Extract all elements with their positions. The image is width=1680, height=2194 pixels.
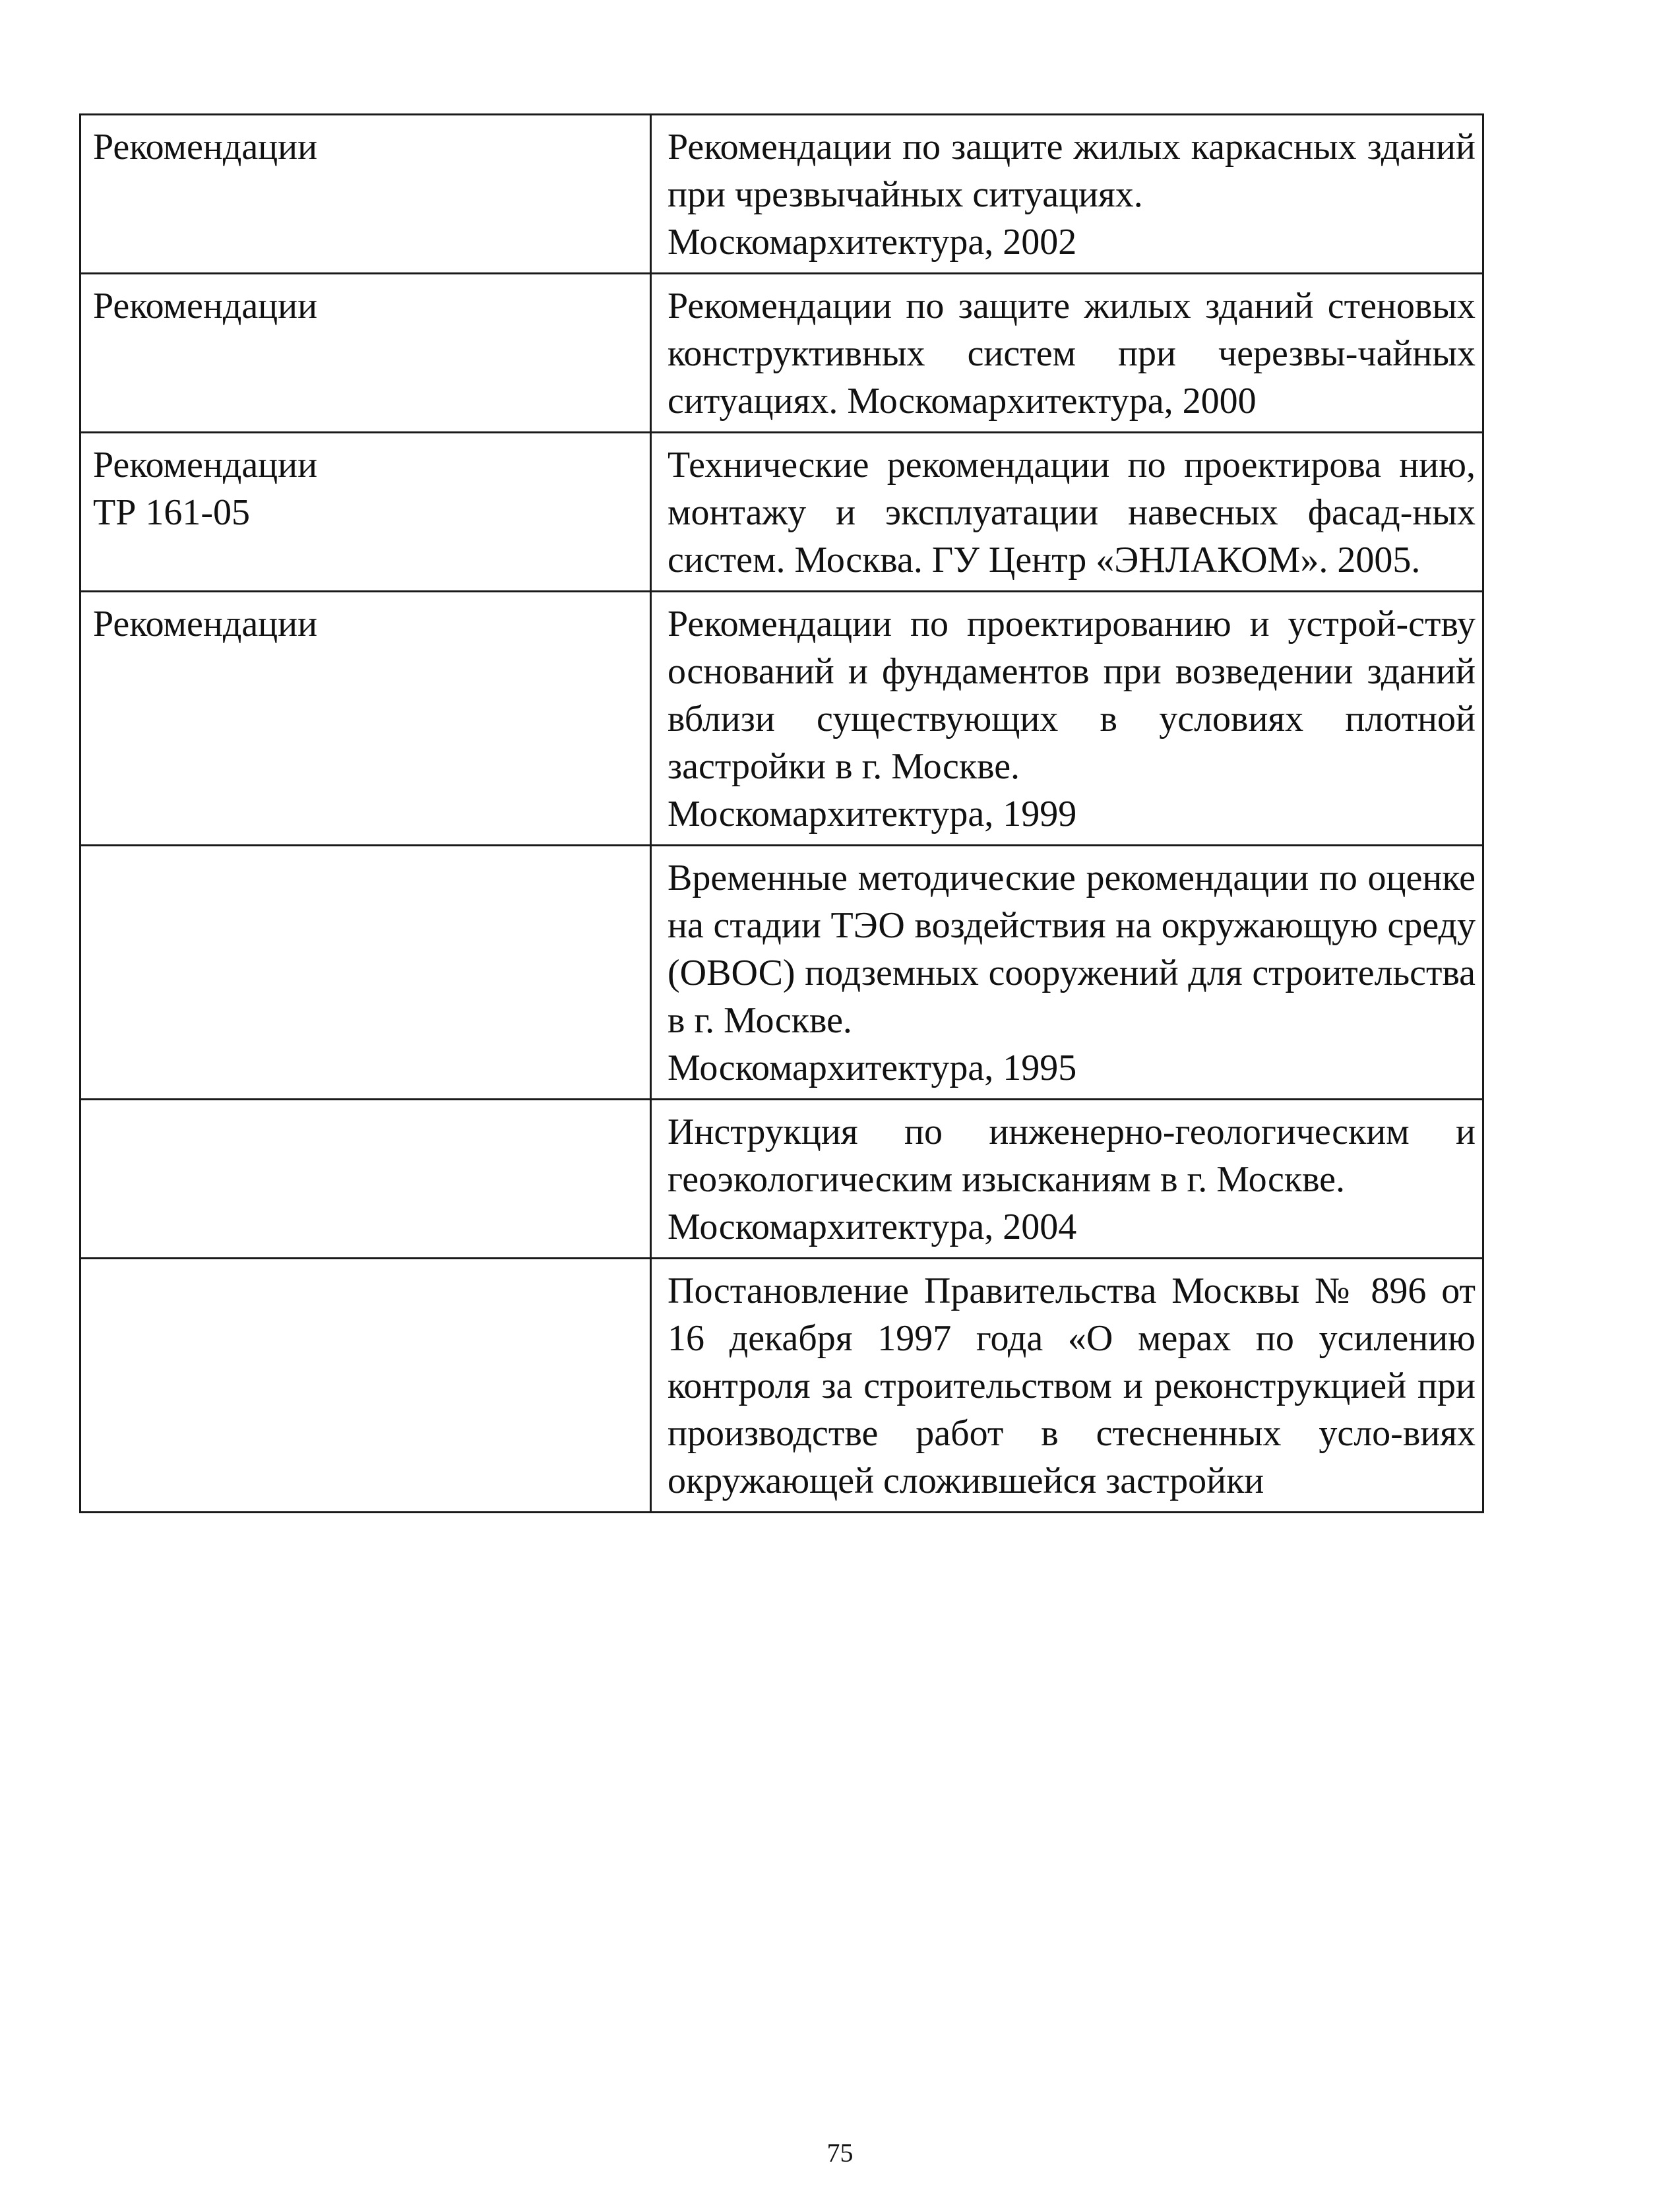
- table-row: [80, 846, 1483, 1100]
- document-type-cell: [80, 115, 651, 274]
- document-title-text: Москомархитектура, 2002: [668, 222, 1077, 263]
- document-title-cell: [651, 274, 1483, 433]
- document-title-cell: [651, 592, 1483, 846]
- document-type-cell: [80, 846, 651, 1100]
- document-title-text: Инструкция по инженерно-геологическим и геоэкологическим изысканиям в г. Москве.: [668, 1112, 1476, 1200]
- document-title-cell: [651, 433, 1483, 592]
- document-type-cell: [80, 592, 651, 846]
- document-title-text: Москомархитектура, 1999: [668, 794, 1077, 834]
- table-row: [80, 274, 1483, 433]
- document-type-cell: [80, 274, 651, 433]
- document-title-text: Временные методические рекомендации по оценке на стадии ТЭО воздействия на окружающую среду (ОВОС) подземных сооружений для строительства в г. Москве.: [668, 858, 1476, 1041]
- table-row: [80, 433, 1483, 592]
- document-type-text: Рекомендации: [93, 604, 318, 644]
- document-title-text: Москомархитектура, 1995: [668, 1048, 1077, 1088]
- document-title-cell: [651, 846, 1483, 1100]
- document-type-cell: [80, 1259, 651, 1513]
- document-title-cell: [651, 1100, 1483, 1259]
- table-row: [80, 115, 1483, 274]
- page-number: 75: [826, 2138, 854, 2168]
- document-type-cell: [80, 1100, 651, 1259]
- references-table-body: [80, 115, 1483, 1513]
- table-row: [80, 1259, 1483, 1513]
- document-title-text: Рекомендации по защите жилых зданий стеновых конструктивных систем при черезвы-чайных ситуациях. Москомархитектура, 2000: [668, 286, 1476, 422]
- document-title-cell: [651, 115, 1483, 274]
- document-title-cell: [651, 1259, 1483, 1513]
- document-type-text: ТР 161-05: [93, 492, 250, 533]
- document-type-text: Рекомендации: [93, 127, 318, 168]
- document-title-text: Технические рекомендации по проектирова нию, монтажу и эксплуатации навесных фасад-ных систем. Москва. ГУ Центр «ЭНЛАКОМ». 2005.: [668, 445, 1476, 580]
- document-title-text: Москомархитектура, 2004: [668, 1207, 1077, 1247]
- table-row: [80, 1100, 1483, 1259]
- document-type-text: Рекомендации: [93, 286, 318, 327]
- document-type-cell: [80, 433, 651, 592]
- document-title-text: Постановление Правительства Москвы № 896 от 16 декабря 1997 года «О мерах по усилению контроля за строительством и реконструкцией при производстве работ в стесненных усло-виях окружающей сложившейся застройки: [668, 1270, 1476, 1501]
- table-row: [80, 592, 1483, 846]
- document-title-text: Рекомендации по защите жилых каркасных зданий при чрезвычайных ситуациях.: [668, 127, 1476, 215]
- references-table: [79, 113, 1484, 1513]
- document-title-text: Рекомендации по проектированию и устрой-ству оснований и фундаментов при возведении зданий вблизи существующих в условиях плотной застройки в г. Москве.: [668, 604, 1476, 787]
- document-type-text: Рекомендации: [93, 445, 318, 486]
